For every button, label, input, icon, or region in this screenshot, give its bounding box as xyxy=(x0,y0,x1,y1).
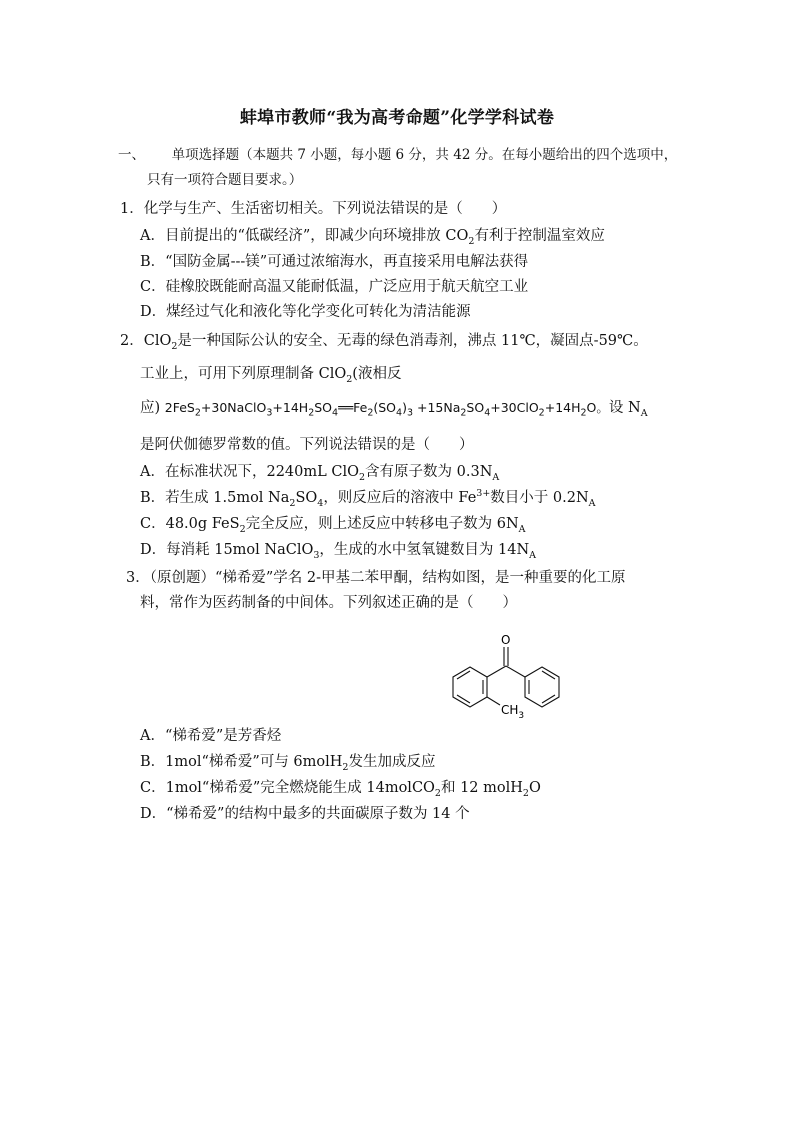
bond xyxy=(506,666,525,677)
option-text: 完全反应，则上述反应中转移电子数为 6N xyxy=(245,516,519,532)
methyl-label xyxy=(501,703,524,721)
eq-part: ) xyxy=(402,400,407,415)
section-number: 一、 xyxy=(118,147,145,163)
subscript: A xyxy=(640,407,648,419)
question-2-line3 xyxy=(140,398,648,418)
eq-part: +30ClO xyxy=(490,400,539,415)
stem-text: 工业上，可用下列原理制备 ClO xyxy=(140,366,347,382)
eq-part: 2FeS xyxy=(164,400,195,415)
option-text: 和 12 molH xyxy=(440,780,523,796)
subscript: 2 xyxy=(171,340,178,352)
option-text: 数目小于 0.2N xyxy=(490,490,589,506)
bond xyxy=(487,666,506,677)
eq-part: SO xyxy=(314,400,333,415)
oxygen-label: O xyxy=(501,633,511,647)
option-text: O xyxy=(528,780,541,796)
question-2-line1 xyxy=(120,331,648,351)
option-text: 有利于控制温室效应 xyxy=(474,228,605,244)
question-3-option-b xyxy=(140,752,435,772)
subscript: 4 xyxy=(317,497,324,509)
option-text: ，则反应后的溶液中 Fe xyxy=(323,490,477,506)
subscript: 2 xyxy=(239,523,246,535)
question-2-line4: 是阿伏伽德罗常数的值。下列说法错误的是（ ） xyxy=(140,437,474,453)
chemical-equation xyxy=(164,400,609,419)
option-text: SO xyxy=(295,490,318,506)
subscript: A xyxy=(492,471,500,483)
subscript: 2 xyxy=(434,787,441,799)
subscript: 2 xyxy=(522,787,529,799)
subscript: 2 xyxy=(308,407,315,419)
stem-text: 应) xyxy=(140,400,165,416)
subscript: 2 xyxy=(346,373,353,385)
option-text: A．在标准状况下，2240mL ClO xyxy=(140,464,359,480)
page-title: 蚌埠市教师“我为高考命题”化学学科试卷 xyxy=(239,108,555,128)
superscript: 3+ xyxy=(476,488,491,500)
eq-part: +30NaClO xyxy=(200,400,267,415)
ring-double-bond xyxy=(542,671,555,679)
question-2-option-c xyxy=(140,514,526,534)
eq-part: O。 xyxy=(586,400,609,415)
question-2-option-a xyxy=(140,462,499,482)
subscript: 2 xyxy=(194,407,201,419)
eq-part: ══Fe xyxy=(338,400,368,415)
question-3-option-c xyxy=(140,778,541,798)
subscript: 4 xyxy=(332,407,339,419)
left-benzene-ring xyxy=(453,667,487,707)
question-1-option-d: D．煤经过气化和液化等化学变化可转化为清洁能源 xyxy=(140,304,471,320)
methyl-bond xyxy=(487,697,500,705)
subscript: A xyxy=(588,497,596,509)
question-3-option-a: A．“梯希爱”是芳香烃 xyxy=(140,728,282,744)
option-text: B．若生成 1.5mol Na xyxy=(140,490,290,506)
section-heading xyxy=(118,145,677,165)
question-1-stem: 1．化学与生产、生活密切相关。下列说法错误的是（ ） xyxy=(120,201,507,217)
question-2-option-d xyxy=(140,540,536,560)
subscript: 2 xyxy=(538,407,545,419)
subscript: 2 xyxy=(342,761,349,773)
option-text: 发生加成反应 xyxy=(348,754,436,770)
subscript: 2 xyxy=(468,235,475,247)
subscript: 4 xyxy=(484,407,491,419)
question-1-option-a xyxy=(140,226,605,246)
methyl-text: CH xyxy=(501,703,519,717)
eq-part: SO xyxy=(466,400,485,415)
eq-part: +15Na xyxy=(413,400,461,415)
eq-part: (SO xyxy=(373,400,397,415)
question-3-line2: 料，常作为医药制备的中间体。下列叙述正确的是（ ） xyxy=(140,595,517,611)
subscript: 3 xyxy=(313,549,320,561)
question-3-option-d: D．“梯希爱”的结构中最多的共面碳原子数为 14 个 xyxy=(140,806,470,822)
subscript: A xyxy=(529,549,537,561)
ring-double-bond xyxy=(542,695,555,703)
subscript: 2 xyxy=(289,497,296,509)
stem-text: 2．ClO xyxy=(120,333,172,349)
subscript: 2 xyxy=(580,407,587,419)
question-1-option-c: C．硅橡胶既能耐高温又能耐低温，广泛应用于航天航空工业 xyxy=(140,279,529,295)
subscript: A xyxy=(518,523,526,535)
subscript: 4 xyxy=(396,407,403,419)
question-1-option-b: B．“国防金属---镁”可通过浓缩海水，再直接采用电解法获得 xyxy=(140,254,529,270)
right-benzene-ring xyxy=(525,667,559,707)
section-instructions-line1: 单项选择题（本题共 7 小题，每小题 6 分，共 42 分。在每小题给出的四个选项中， xyxy=(171,147,678,163)
section-instructions-line2: 只有一项符合题目要求。） xyxy=(147,172,303,188)
subscript: 3 xyxy=(518,711,525,721)
eq-part: +14H xyxy=(544,400,581,415)
question-2-line2 xyxy=(140,364,401,384)
subscript: 3 xyxy=(406,407,413,419)
ring-double-bond xyxy=(457,695,470,703)
subscript: 3 xyxy=(266,407,273,419)
option-text: A．目前提出的“低碳经济”，即减少向环境排放 CO xyxy=(140,228,469,244)
option-text: C．1mol“梯希爱”完全燃烧能生成 14molCO xyxy=(140,780,435,796)
option-text: ，生成的水中氢氧键数目为 14N xyxy=(319,542,530,558)
option-text: B．1mol“梯希爱”可与 6molH xyxy=(140,754,343,770)
subscript: 2 xyxy=(460,407,467,419)
ring-double-bond xyxy=(457,671,470,679)
stem-text: 设 N xyxy=(608,400,641,416)
subscript: 2 xyxy=(358,471,366,483)
subscript: 2 xyxy=(367,407,374,419)
stem-text: 是一种国际公认的安全、无毒的绿色消毒剂，沸点 11℃，凝固点-59℃。 xyxy=(177,333,648,349)
molecule-structure-diagram xyxy=(436,630,586,722)
question-3-line1: 3．（原创题）“梯希爱”学名 2-甲基二苯甲酮，结构如图，是一种重要的化工原 xyxy=(126,570,626,586)
question-2-option-b xyxy=(140,488,596,508)
stem-text: (液相反 xyxy=(352,366,402,382)
option-text: 含有原子数为 0.3N xyxy=(365,464,493,480)
option-text: D．每消耗 15mol NaClO xyxy=(140,542,314,558)
eq-part: +14H xyxy=(272,400,309,415)
option-text: C．48.0g FeS xyxy=(140,516,240,532)
